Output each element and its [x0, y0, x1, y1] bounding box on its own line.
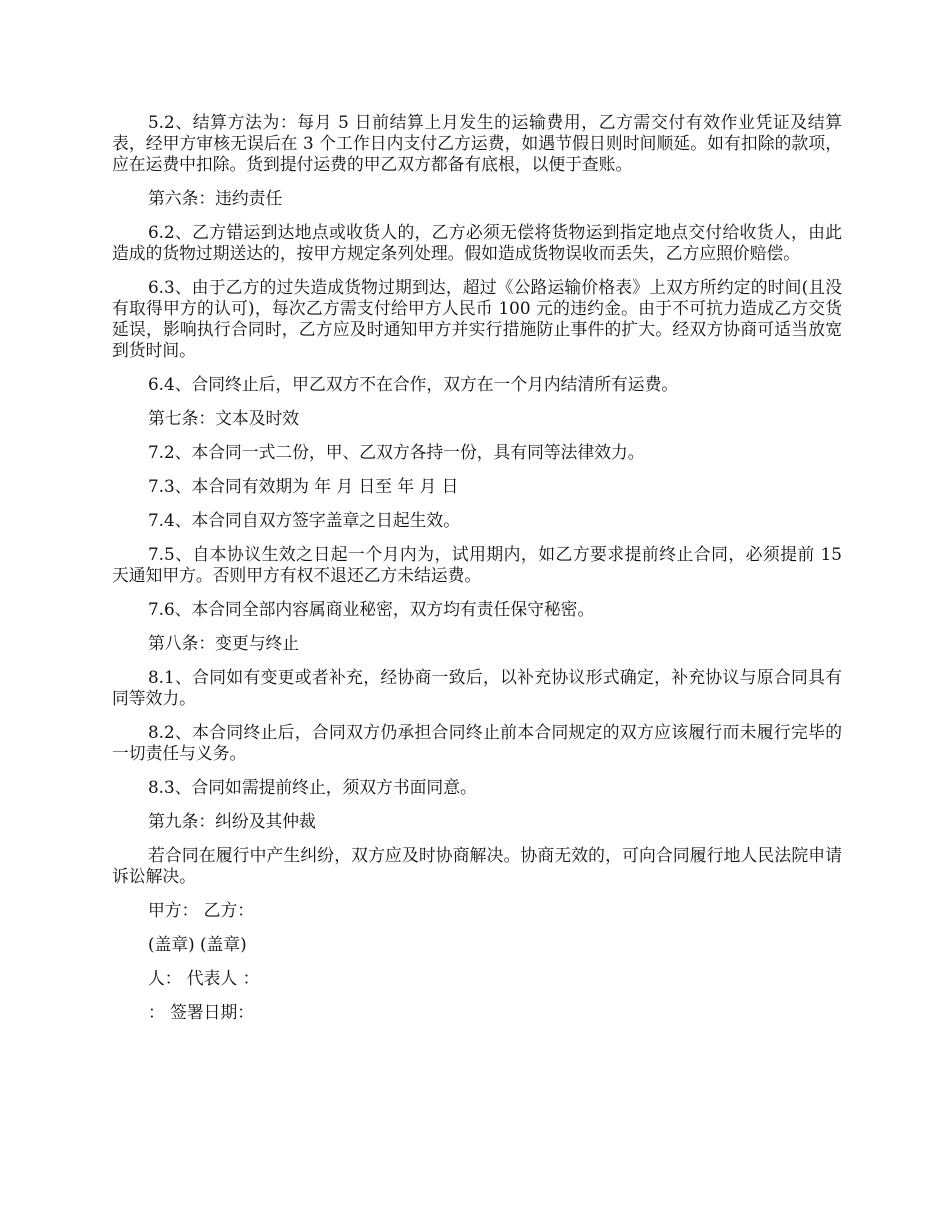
clause-6-2: 6.2、乙方错运到达地点或收货人的，乙方必须无偿将货物运到指定地点交付给收货人，由此造成的货物过期送达的，按甲方规定条列处理。假如造成货物误收而丢失，乙方应照价赔偿。 — [112, 222, 842, 263]
article-7-heading: 第七条：文本及时效 — [148, 408, 300, 428]
signature-seals: (盖章) (盖章) — [148, 934, 247, 954]
clause-7-5: 7.5、自本协议生效之日起一个月内为，试用期内，如乙方要求提前终止合同，必须提前 15 天通知甲方。否则甲方有权不退还乙方未结运费。 — [112, 544, 842, 585]
signature-parties: 甲方： 乙方： — [148, 900, 255, 920]
clause-5-2: 5.2、结算方法为：每月 5 日前结算上月发生的运输费用，乙方需交付有效作业凭证及结算表，经甲方审核无误后在 3 个工作日内支付乙方运费，如遇节假日则时间顺延。如有扣除的款项，应在运费中扣除。货到提付运费的甲乙双方都备有底根，以便于查账。 — [112, 112, 842, 174]
clause-7-2: 7.2、本合同一式二份，甲、乙双方各持一份，具有同等法律效力。 — [148, 442, 645, 462]
article-8-heading: 第八条：变更与终止 — [148, 633, 300, 653]
signature-dates: ： 签署日期： — [148, 1002, 255, 1022]
clause-8-1: 8.1、合同如有变更或者补充，经协商一致后，以补充协议形式确定，补充协议与原合同具有同等效力。 — [112, 667, 842, 708]
clause-8-3: 8.3、合同如需提前终止，须双方书面同意。 — [148, 777, 477, 797]
document-page — [112, 112, 842, 1036]
clause-6-4: 6.4、合同终止后，甲乙双方不在合作，双方在一个月内结清所有运费。 — [148, 374, 679, 394]
signature-representatives: 人： 代表人 ： — [148, 968, 260, 988]
article-9-heading: 第九条：纠纷及其仲裁 — [148, 811, 316, 831]
dispute-clause: 若合同在履行中产生纠纷，双方应及时协商解决。协商无效的，可向合同履行地人民法院申请诉讼解决。 — [112, 845, 842, 886]
clause-7-3: 7.3、本合同有效期为 年 月 日至 年 月 日 — [148, 476, 459, 496]
clause-7-6: 7.6、本合同全部内容属商业秘密，双方均有责任保守秘密。 — [148, 599, 595, 619]
clause-6-3: 6.3、由于乙方的过失造成货物过期到达，超过《公路运输价格表》上双方所约定的时间(且没有取得甲方的认可)，每次乙方需支付给甲方人民币 100 元的违约金。由于不可抗力造成乙方交货延误，影响执行合同时，乙方应及时通知甲方并实行措施防止事件的扩大。经双方协商可适当放宽到货时间。 — [112, 277, 842, 360]
article-6-heading: 第六条：违约责任 — [148, 188, 283, 208]
clause-7-4: 7.4、本合同自双方签字盖章之日起生效。 — [148, 510, 460, 530]
clause-8-2: 8.2、本合同终止后，合同双方仍承担合同终止前本合同规定的双方应该履行而未履行完毕的一切责任与义务。 — [112, 722, 842, 763]
